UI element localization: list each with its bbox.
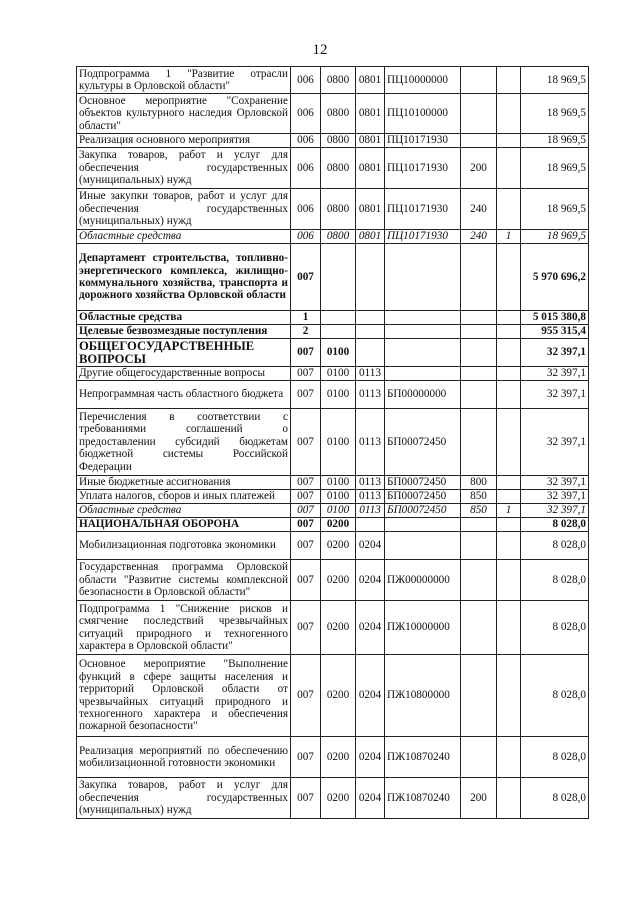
row-pr: 0113 xyxy=(356,490,385,504)
row-sum: 955 315,4 xyxy=(521,325,589,339)
row-src: 1 xyxy=(497,504,521,518)
row-sum: 8 028,0 xyxy=(521,737,589,778)
table-row xyxy=(77,655,589,737)
row-rz: 0200 xyxy=(321,737,356,778)
row-csr: ПЖ00000000 xyxy=(385,560,461,601)
row-gr: 006 xyxy=(291,230,321,244)
row-gr: 007 xyxy=(291,737,321,778)
row-vr: 240 xyxy=(461,230,497,244)
row-sum: 32 397,1 xyxy=(521,490,589,504)
row-src xyxy=(497,367,521,381)
table-row xyxy=(77,244,589,311)
row-pr: 0801 xyxy=(356,189,385,230)
row-rz: 0200 xyxy=(321,532,356,560)
row-rz: 0800 xyxy=(321,67,356,94)
table-row xyxy=(77,339,589,367)
row-name: Областные средства xyxy=(77,504,291,518)
row-name: Закупка товаров, работ и услуг для обеспечения государственных (муниципальных) нужд xyxy=(77,778,291,819)
row-sum: 8 028,0 xyxy=(521,518,589,532)
row-csr: БП00072450 xyxy=(385,409,461,476)
row-sum: 8 028,0 xyxy=(521,560,589,601)
row-sum: 18 969,5 xyxy=(521,94,589,134)
row-rz: 0100 xyxy=(321,504,356,518)
row-vr xyxy=(461,518,497,532)
row-vr xyxy=(461,367,497,381)
row-src xyxy=(497,325,521,339)
table-row xyxy=(77,134,589,148)
row-csr: ПЦ10100000 xyxy=(385,94,461,134)
row-sum: 32 397,1 xyxy=(521,504,589,518)
page-number: 12 xyxy=(312,42,328,58)
row-csr: ПЦ10171930 xyxy=(385,134,461,148)
row-gr: 006 xyxy=(291,189,321,230)
row-pr: 0113 xyxy=(356,381,385,409)
row-sum: 8 028,0 xyxy=(521,601,589,655)
row-csr: ПЦ10000000 xyxy=(385,67,461,94)
row-pr: 0204 xyxy=(356,601,385,655)
table-row xyxy=(77,189,589,230)
row-src xyxy=(497,381,521,409)
row-pr: 0204 xyxy=(356,778,385,819)
row-vr xyxy=(461,655,497,737)
table-row xyxy=(77,490,589,504)
row-rz: 0800 xyxy=(321,189,356,230)
table-row xyxy=(77,94,589,134)
row-vr xyxy=(461,532,497,560)
row-sum: 18 969,5 xyxy=(521,230,589,244)
row-rz: 0200 xyxy=(321,655,356,737)
row-vr xyxy=(461,134,497,148)
table-row xyxy=(77,367,589,381)
row-pr xyxy=(356,339,385,367)
row-vr xyxy=(461,67,497,94)
row-src xyxy=(497,339,521,367)
row-gr: 006 xyxy=(291,67,321,94)
table-row xyxy=(77,325,589,339)
row-gr: 006 xyxy=(291,134,321,148)
row-sum: 32 397,1 xyxy=(521,381,589,409)
row-vr: 850 xyxy=(461,504,497,518)
row-rz: 0800 xyxy=(321,94,356,134)
row-csr: ПЦ10171930 xyxy=(385,230,461,244)
row-name: Реализация основного мероприятия xyxy=(77,134,291,148)
row-csr: ПЖ10800000 xyxy=(385,655,461,737)
row-vr: 800 xyxy=(461,476,497,490)
row-gr: 007 xyxy=(291,560,321,601)
row-gr: 007 xyxy=(291,518,321,532)
budget-table xyxy=(76,66,589,819)
row-vr xyxy=(461,244,497,311)
row-gr: 007 xyxy=(291,778,321,819)
row-vr xyxy=(461,94,497,134)
row-rz xyxy=(321,311,356,325)
row-src xyxy=(497,490,521,504)
table-row xyxy=(77,381,589,409)
row-gr: 007 xyxy=(291,490,321,504)
row-name: Иные закупки товаров, работ и услуг для обеспечения государственных (муниципальных) нужд xyxy=(77,189,291,230)
row-name: Департамент строительства, топливно-энергетического комплекса, жилищно-коммунального хозяйства, транспорта и дорожного хозяйства Орловской области xyxy=(77,244,291,311)
row-sum: 32 397,1 xyxy=(521,476,589,490)
row-rz: 0100 xyxy=(321,409,356,476)
row-vr: 850 xyxy=(461,490,497,504)
row-name: Уплата налогов, сборов и иных платежей xyxy=(77,490,291,504)
row-name: Закупка товаров, работ и услуг для обеспечения государственных (муниципальных) нужд xyxy=(77,148,291,189)
row-csr: БП00072450 xyxy=(385,476,461,490)
row-name: Областные средства xyxy=(77,311,291,325)
row-gr: 2 xyxy=(291,325,321,339)
row-src xyxy=(497,189,521,230)
row-gr: 007 xyxy=(291,339,321,367)
row-pr: 0113 xyxy=(356,504,385,518)
row-csr xyxy=(385,244,461,311)
row-pr: 0204 xyxy=(356,560,385,601)
row-pr xyxy=(356,311,385,325)
row-name: Основное мероприятие "Сохранение объектов культурного наследия Орловской области" xyxy=(77,94,291,134)
row-name: Областные средства xyxy=(77,230,291,244)
row-name: НАЦИОНАЛЬНАЯ ОБОРОНА xyxy=(77,518,291,532)
row-rz: 0100 xyxy=(321,367,356,381)
row-vr: 240 xyxy=(461,189,497,230)
row-vr xyxy=(461,560,497,601)
row-rz: 0100 xyxy=(321,476,356,490)
row-gr: 007 xyxy=(291,476,321,490)
row-src xyxy=(497,560,521,601)
row-gr: 007 xyxy=(291,381,321,409)
row-rz: 0100 xyxy=(321,339,356,367)
row-csr: ПЦ10171930 xyxy=(385,189,461,230)
row-sum: 18 969,5 xyxy=(521,148,589,189)
row-src xyxy=(497,601,521,655)
table-row xyxy=(77,737,589,778)
row-vr xyxy=(461,737,497,778)
row-gr: 006 xyxy=(291,148,321,189)
row-csr: ПЖ10000000 xyxy=(385,601,461,655)
row-pr: 0113 xyxy=(356,476,385,490)
row-rz xyxy=(321,244,356,311)
row-csr xyxy=(385,367,461,381)
row-src xyxy=(497,518,521,532)
row-name: Основное мероприятие "Выполнение функций в сфере защиты населения и территорий Орловской области от чрезвычайных ситуаций природного и техногенного характера и обеспечения пожарной безопасности" xyxy=(77,655,291,737)
row-gr: 007 xyxy=(291,409,321,476)
row-gr: 007 xyxy=(291,655,321,737)
row-csr: ПЖ10870240 xyxy=(385,778,461,819)
row-name: Другие общегосударственные вопросы xyxy=(77,367,291,381)
row-csr: БП00072450 xyxy=(385,490,461,504)
row-name: Подпрограмма 1 "Развитие отрасли культуры в Орловской области" xyxy=(77,67,291,94)
row-pr: 0801 xyxy=(356,148,385,189)
table-row xyxy=(77,601,589,655)
row-gr: 007 xyxy=(291,601,321,655)
row-sum: 32 397,1 xyxy=(521,339,589,367)
row-csr: ПЖ10870240 xyxy=(385,737,461,778)
row-src xyxy=(497,67,521,94)
row-pr: 0113 xyxy=(356,409,385,476)
row-src xyxy=(497,778,521,819)
row-pr: 0113 xyxy=(356,367,385,381)
row-src xyxy=(497,134,521,148)
row-name: Иные бюджетные ассигнования xyxy=(77,476,291,490)
row-rz: 0800 xyxy=(321,134,356,148)
row-rz: 0800 xyxy=(321,148,356,189)
row-csr xyxy=(385,518,461,532)
row-pr xyxy=(356,325,385,339)
table-row xyxy=(77,409,589,476)
row-csr: БП00000000 xyxy=(385,381,461,409)
row-rz: 0100 xyxy=(321,381,356,409)
row-vr xyxy=(461,339,497,367)
row-csr xyxy=(385,339,461,367)
row-csr: ПЦ10171930 xyxy=(385,148,461,189)
row-sum: 8 028,0 xyxy=(521,778,589,819)
table-row xyxy=(77,504,589,518)
row-rz: 0200 xyxy=(321,601,356,655)
row-rz: 0200 xyxy=(321,778,356,819)
row-vr xyxy=(461,381,497,409)
row-vr: 200 xyxy=(461,148,497,189)
table-row xyxy=(77,311,589,325)
row-name: Реализация мероприятий по обеспечению мобилизационной готовности экономики xyxy=(77,737,291,778)
row-src xyxy=(497,409,521,476)
table-row xyxy=(77,778,589,819)
table-row xyxy=(77,560,589,601)
row-src xyxy=(497,532,521,560)
row-rz xyxy=(321,325,356,339)
row-pr: 0801 xyxy=(356,67,385,94)
row-name: Перечисления в соответствии с требованиями соглашений о предоставлении субсидий бюджетам бюджетной системы Российской Федерации xyxy=(77,409,291,476)
row-name: Непрограммная часть областного бюджета xyxy=(77,381,291,409)
row-pr xyxy=(356,518,385,532)
row-rz: 0100 xyxy=(321,490,356,504)
row-sum: 5 970 696,2 xyxy=(521,244,589,311)
row-sum: 5 015 380,8 xyxy=(521,311,589,325)
table-row xyxy=(77,148,589,189)
row-rz: 0800 xyxy=(321,230,356,244)
row-sum: 8 028,0 xyxy=(521,532,589,560)
row-pr: 0204 xyxy=(356,655,385,737)
row-vr: 200 xyxy=(461,778,497,819)
row-vr xyxy=(461,601,497,655)
row-src xyxy=(497,476,521,490)
table-row xyxy=(77,67,589,94)
row-pr xyxy=(356,244,385,311)
row-sum: 18 969,5 xyxy=(521,134,589,148)
row-vr xyxy=(461,409,497,476)
table-row xyxy=(77,476,589,490)
table-row xyxy=(77,532,589,560)
row-name: Подпрограмма 1 "Снижение рисков и смягчение последствий чрезвычайных ситуаций природного и техногенного характера в Орловской области" xyxy=(77,601,291,655)
row-sum: 32 397,1 xyxy=(521,409,589,476)
row-sum: 18 969,5 xyxy=(521,67,589,94)
row-pr: 0204 xyxy=(356,532,385,560)
row-gr: 006 xyxy=(291,94,321,134)
row-src xyxy=(497,311,521,325)
row-src xyxy=(497,94,521,134)
row-gr: 007 xyxy=(291,504,321,518)
row-name: Мобилизационная подготовка экономики xyxy=(77,532,291,560)
row-sum: 8 028,0 xyxy=(521,655,589,737)
row-src: 1 xyxy=(497,230,521,244)
row-pr: 0801 xyxy=(356,134,385,148)
row-src xyxy=(497,148,521,189)
row-csr: БП00072450 xyxy=(385,504,461,518)
row-rz: 0200 xyxy=(321,560,356,601)
row-name: Государственная программа Орловской области "Развитие системы комплексной безопасности в Орловской области" xyxy=(77,560,291,601)
row-gr: 007 xyxy=(291,367,321,381)
table-row xyxy=(77,518,589,532)
row-name: ОБЩЕГОСУДАРСТВЕННЫЕ ВОПРОСЫ xyxy=(77,339,291,367)
table-row xyxy=(77,230,589,244)
row-sum: 32 397,1 xyxy=(521,367,589,381)
row-gr: 1 xyxy=(291,311,321,325)
row-vr xyxy=(461,311,497,325)
row-sum: 18 969,5 xyxy=(521,189,589,230)
row-pr: 0801 xyxy=(356,230,385,244)
row-csr xyxy=(385,532,461,560)
row-src xyxy=(497,737,521,778)
row-vr xyxy=(461,325,497,339)
row-gr: 007 xyxy=(291,532,321,560)
row-rz: 0200 xyxy=(321,518,356,532)
row-csr xyxy=(385,311,461,325)
row-name: Целевые безвозмездные поступления xyxy=(77,325,291,339)
row-pr: 0204 xyxy=(356,737,385,778)
row-src xyxy=(497,655,521,737)
row-gr: 007 xyxy=(291,244,321,311)
row-src xyxy=(497,244,521,311)
row-pr: 0801 xyxy=(356,94,385,134)
row-csr xyxy=(385,325,461,339)
